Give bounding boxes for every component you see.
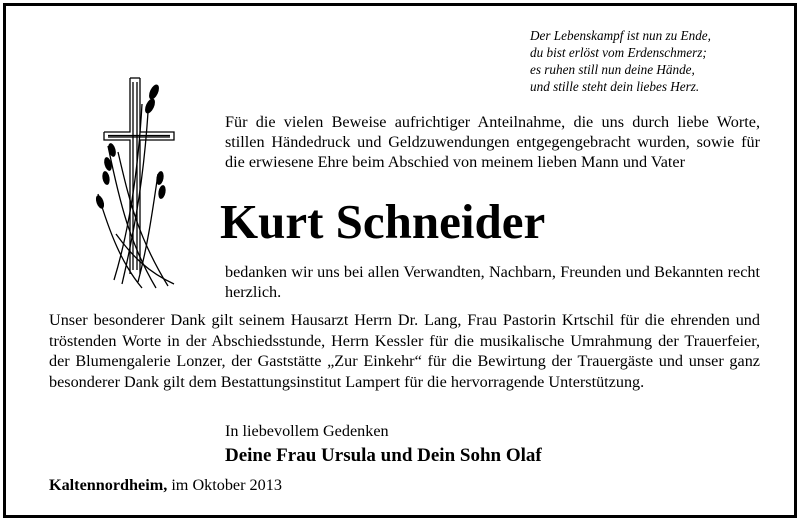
- poem-line: Der Lebenskampf ist nun zu Ende,: [530, 28, 711, 43]
- cross-with-wheat-icon: [78, 74, 178, 292]
- intro-text: Für die vielen Beweise aufrichtiger Anteilnahme, die uns durch liebe Worte, stillen Händedruck und Geldzuwendungen entgegengebracht wurden, sowie für die erwiesene Ehre beim Abschied von meinem lieben Mann und Vater: [225, 113, 760, 171]
- poem-line: es ruhen still nun deine Hände,: [530, 62, 695, 77]
- family-signature: Deine Frau Ursula und Dein Sohn Olaf: [225, 445, 542, 466]
- poem-line: und stille steht dein liebes Herz.: [530, 79, 700, 94]
- special-thanks-text: Unser besonderer Dank gilt seinem Hausarzt Herrn Dr. Lang, Frau Pastorin Krtschil für die ehrenden und tröstenden Worte in der Abschiedsstunde, Herrn Kessler für die musikalische Umrahmung der Trauerfeier, der Blumengalerie Lonzer, der Gaststätte „Zur Einkehr“ für die Bewirtung der Trauergäste und unser ganz besonderer Dank gilt dem Bestattungsinstitut Lampert für die hervorragende Unterstützung.: [49, 311, 760, 391]
- town-name: Kaltennordheim,: [49, 476, 168, 494]
- obituary-notice: [3, 3, 797, 518]
- notice-date: im Oktober 2013: [171, 476, 282, 494]
- deceased-name: Kurt Schneider: [220, 194, 546, 249]
- place-and-date: [49, 476, 282, 495]
- memory-line: In liebevollem Gedenken: [225, 422, 389, 440]
- thanks-text: bedanken wir uns bei allen Verwandten, Nachbarn, Freunden und Bekannten recht herzlich.: [225, 263, 760, 301]
- poem-line: du bist erlöst vom Erdenschmerz;: [530, 45, 707, 60]
- poem: [530, 27, 780, 95]
